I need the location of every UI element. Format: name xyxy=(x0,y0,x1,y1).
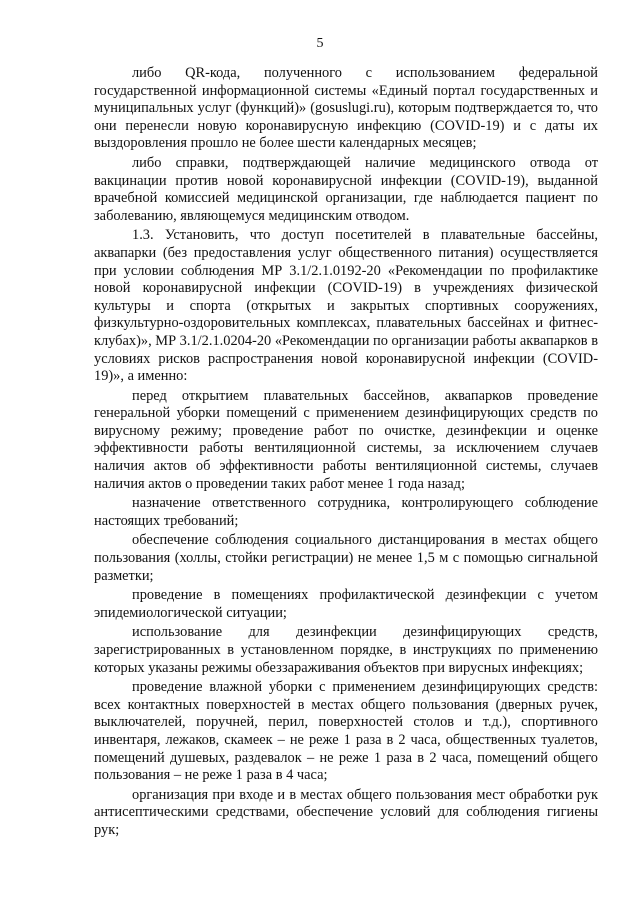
paragraph-disinfectants: использование для дезинфекции дезинфицирующих средств, зарегистрированных в установленном порядке, в инструкциях по применению которых указаны режимы обеззараживания объектов при вирусных инфекциях; xyxy=(94,624,598,676)
paragraph-qr-code: либо QR-кода, полученного с использованием федеральной государственной информационной системы «Единый портал государственных и муниципальных услуг (функций)» (gosuslugi.ru), которым подтверждается то, что они перенесли новую коронавирусную инфекцию (COVID-19) и с даты их выздоровления прошло не более шести календарных месяцев; xyxy=(94,65,598,152)
paragraph-medical-exemption: либо справки, подтверждающей наличие медицинского отвода от вакцинации против новой коронавирусной инфекции (COVID-19), выданной врачебной комиссией медицинской организации, где наблюдается пациент по заболеванию, являющемуся медицинским отводом. xyxy=(94,154,598,224)
document-body xyxy=(94,65,598,842)
paragraph-preventive-disinfection: проведение в помещениях профилактической дезинфекции с учетом эпидемиологической ситуации; xyxy=(94,587,598,621)
page-number: 5 xyxy=(316,36,324,51)
paragraph-section-1-3: 1.3. Установить, что доступ посетителей в плавательные бассейны, аквапарки (без предоставления услуг общественного питания) осуществляется при условии соблюдения МР 3.1/2.1.0192-20 «Рекомендации по профилактике новой коронавирусной инфекции (COVID-19) в учреждениях физической культуры и спорта (открытых и закрытых спортивных сооружениях, физкультурно-оздоровительных комплексах, плавательных бассейнах и фитнес-клубах)», МР 3.1/2.1.0204-20 «Рекомендации по организации работы аквапарков в условиях рисков распространения новой коронавирусной инфекции (COVID-19)», а именно: xyxy=(94,227,598,385)
paragraph-general-cleaning: перед открытием плавательных бассейнов, аквапарков проведение генеральной уборки помещений с применением дезинфицирующих средств по вирусному режиму; проведение работ по очистке, дезинфекции и оценке эффективности работы вентиляционной системы, за исключением случаев наличия актов об эффективности работы вентиляционной системы, случаев наличия актов о проведении таких работ менее 1 года назад; xyxy=(94,387,598,492)
paragraph-social-distancing: обеспечение соблюдения социального дистанцирования в местах общего пользования (холлы, стойки регистрации) не менее 1,5 м с помощью сигнальной разметки; xyxy=(94,532,598,584)
paragraph-responsible-employee: назначение ответственного сотрудника, контролирующего соблюдение настоящих требований; xyxy=(94,495,598,529)
paragraph-wet-cleaning: проведение влажной уборки с применением дезинфицирующих средств: всех контактных поверхностей в местах общего пользования (дверных ручек, выключателей, поручней, перил, поверхностей столов и т.д.), спортивного инвентаря, лежаков, скамеек – не реже 1 раза в 2 часа, общественных туалетов, помещений душевых, раздевалок – не реже 1 раза в 2 часа, помещений общего пользования – не реже 1 раза в 4 часа; xyxy=(94,679,598,784)
paragraph-hand-hygiene: организация при входе и в местах общего пользования мест обработки рук антисептическими средствами, обеспечение условий для соблюдения гигиены рук; xyxy=(94,786,598,838)
